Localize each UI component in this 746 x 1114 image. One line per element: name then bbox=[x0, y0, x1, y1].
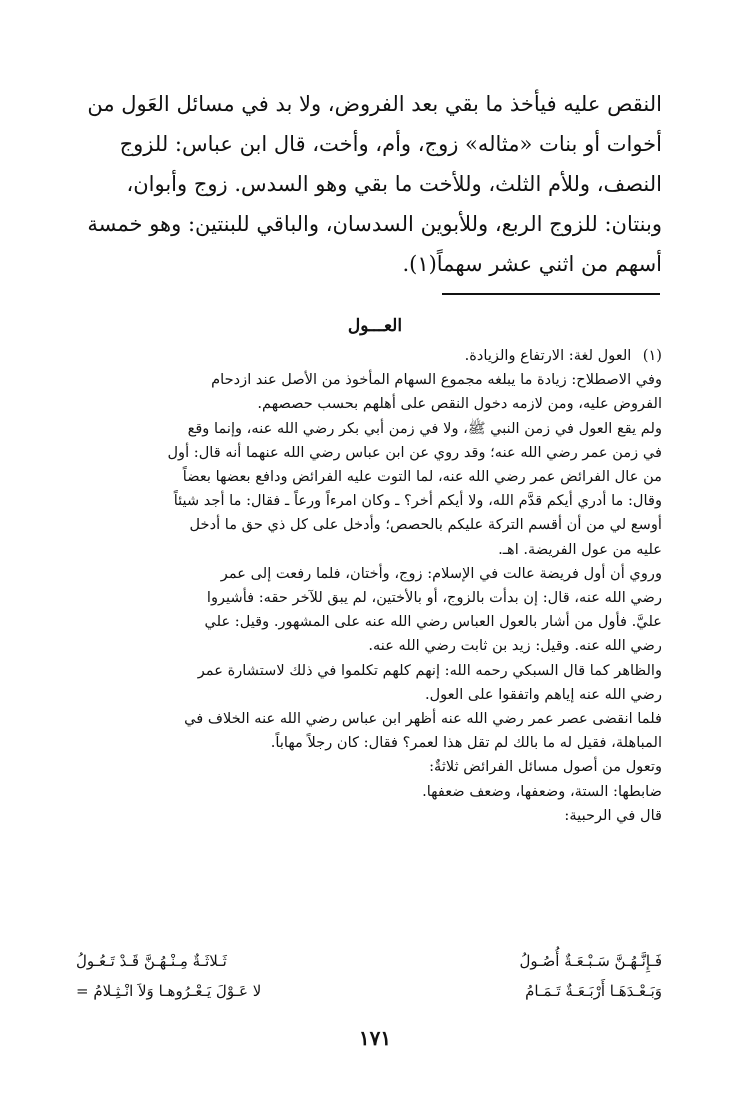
poem-verses bbox=[76, 946, 662, 1006]
main-text-line: وبنتان: للزوج الربع، وللأبوين السدسان، والباقي للبنتين: وهو خمسة bbox=[87, 212, 662, 236]
footnote-line: ضابطها: الستة، وضعفها، وضعف ضعفها. bbox=[422, 782, 662, 800]
footnote-block bbox=[74, 344, 662, 828]
footnote-line: وروي أن أول فريضة عالت في الإسلام: زوج، وأختان، فلما رفعت إلى عمر bbox=[220, 564, 662, 582]
footnote-line: عليَّ. فأول من أشار بالعول العباس رضي الله عنه على المشهور. وقيل: علي bbox=[204, 613, 662, 631]
footnote-line: من عال الفرائض عمر رضي الله عنه، لما التوت عليه الفرائض ودافع بعضها بعضاً bbox=[182, 468, 662, 486]
footnote-text: العول لغة: الارتفاع والزيادة. bbox=[464, 347, 632, 364]
footnote-line: ولم يقع العول في زمن النبي ﷺ، ولا في زمن أبي بكر رضي الله عنه، وإنما وقع bbox=[187, 419, 662, 437]
footnote-line bbox=[74, 344, 662, 368]
footnote-line: رضي الله عنه، قال: إن بدأت بالزوج، أو بالأختين، لم يبق للآخر حقه: فأشيروا bbox=[206, 589, 662, 607]
footnote-line: الفروض عليه، ومن لازمه دخول النقص على أهلهم بحسب حصصهم. bbox=[257, 395, 662, 413]
footnote-line: وفي الاصطلاح: زيادة ما يبلغه مجموع السهام المأخوذ من الأصل عند ازدحام bbox=[211, 371, 662, 389]
verse-second-hemistich: لا عَـوْلَ يَـعْـرُوهـا وَلاَ انْـثِـلامُ = bbox=[76, 982, 262, 1000]
main-text-line: أخوات أو بنات «مثاله» زوج، وأم، وأخت، قال ابن عباس: للزوج bbox=[119, 132, 662, 156]
verse-intro: قال في الرحبية: bbox=[564, 806, 662, 824]
footnote-line: رضي الله عنه. وقيل: زيد بن ثابت رضي الله عنه. bbox=[368, 637, 662, 655]
main-text-line: النقص عليه فيأخذ ما بقي بعد الفروض، ولا بد في مسائل العَول من bbox=[87, 92, 662, 116]
footnote-number: (١) bbox=[642, 347, 662, 364]
footnote-line: رضي الله عنه إياهم واتفقوا على العول. bbox=[424, 685, 662, 703]
page-number: ١٧١ bbox=[358, 1026, 392, 1050]
footnote-line: وقال: ما أدري أيكم قدَّم الله، ولا أيكم أخر؟ ـ وكان امرءاً ورعاً ـ فقال: ما أجد شيئاً bbox=[173, 492, 662, 510]
main-text-line: النصف، وللأم الثلث، وللأخت ما بقي وهو السدس. زوج وأبوان، bbox=[126, 172, 662, 196]
verse-row bbox=[76, 946, 662, 976]
footnote-line: في زمن عمر رضي الله عنه؛ وقد روي عن ابن عباس رضي الله عنهما أنه قال: أول bbox=[167, 443, 662, 461]
footnote-line: عليه من عول الفريضة. اهـ. bbox=[498, 540, 662, 558]
footnote-line: والظاهر كما قال السبكي رحمه الله: إنهم كلهم تكلموا في ذلك لاستشارة عمر bbox=[197, 661, 662, 679]
footnote-separator bbox=[442, 293, 660, 295]
main-text-line: أسهم من اثني عشر سهماً(١). bbox=[402, 252, 662, 276]
footnote-line: فلما انقضى عصر عمر رضي الله عنه أظهر ابن عباس رضي الله عنه الخلاف في bbox=[184, 710, 662, 728]
footnote-line: وتعول من أصول مسائل الفرائض ثلاثةٌ: bbox=[429, 758, 662, 776]
verse-row bbox=[76, 976, 662, 1006]
verse-first-hemistich: فَـإِنَّـهُـنَّ سَـبْـعَـةٌ أُصُـولُ bbox=[519, 952, 662, 970]
footnote-line: أوسع لي من أن أقسم التركة عليكم بالحصص؛ وأدخل على كل ذي حق ما أدخل bbox=[189, 516, 662, 534]
footnote-line: المباهلة، فقيل له ما بالك لم تقل هذا لعمر؟ فقال: كان رجلاً مهاباً. bbox=[270, 734, 662, 752]
verse-second-hemistich: ثَـلاثَـةٌ مِـنْـهُـنَّ قَـدْ تَـعُـولُ bbox=[76, 952, 227, 970]
verse-first-hemistich: وَبَـعْـدَهَـا أَرْبَـعَـةٌ تَـمَـامُ bbox=[525, 982, 662, 1000]
main-text-block bbox=[82, 84, 662, 284]
footnote-heading: العـــول bbox=[347, 316, 403, 336]
